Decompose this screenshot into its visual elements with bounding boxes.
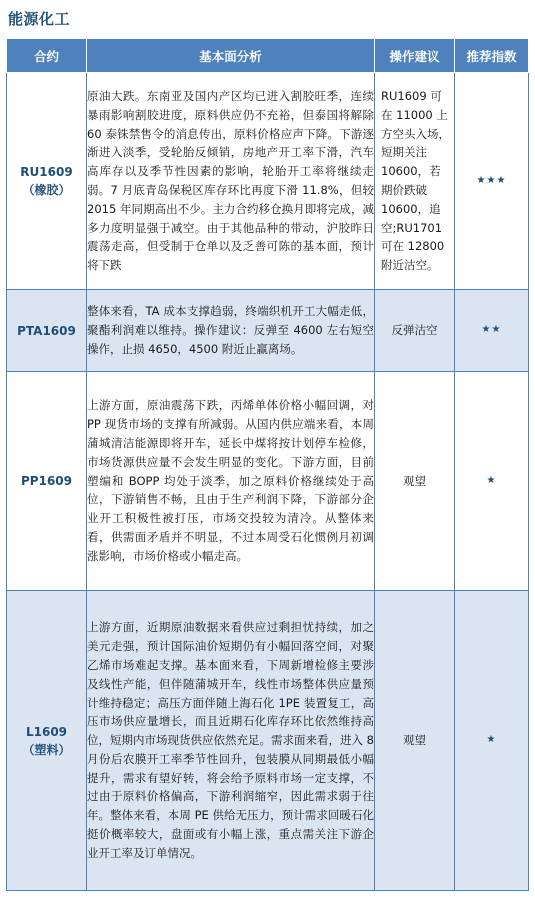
- contract-code: PTA1609: [17, 323, 76, 338]
- advice-cell: 观望: [375, 591, 455, 891]
- table-row: [7, 372, 529, 591]
- header-analysis: 基本面分析: [87, 39, 375, 73]
- advice-cell: RU1609 可在 11000 上方空头入场，短期关注 10600，若期价跌破 10600，追空;RU1701 可在 12800 附近沽空。: [375, 73, 455, 290]
- rating-stars: ★★: [455, 290, 529, 372]
- table-header-row: [7, 39, 529, 73]
- contract-name: （橡胶）: [22, 183, 71, 197]
- contract-cell: [7, 290, 87, 372]
- table-row: [7, 73, 529, 290]
- contract-code: RU1609: [20, 165, 73, 179]
- rating-stars: ★★★: [455, 73, 529, 290]
- contract-cell: [7, 73, 87, 290]
- table-row: [7, 591, 529, 891]
- contract-name: （塑料）: [22, 742, 71, 757]
- analysis-cell: 上游方面，原油震荡下跌，丙烯单体价格小幅回调，对 PP 现货市场的支撑有所减弱。从国内供应端来看，本周蒲城清洁能源即将开车，延长中煤将按计划停车检修，市场货源供应量不会发生明显的变化。下游方面，目前塑编和 BOPP 均处于淡季，加之原料价格继续处于高位，下游销售不畅，且由于生产利润下降，下游部分企业开工积极性被打压，市场交投较为清冷。从整体来看，供需面矛盾并不明显，不过本周受石化惯例月初调涨影响，市场价格或小幅走高。: [87, 372, 375, 591]
- contract-code: L1609: [25, 724, 68, 739]
- rating-stars: ★: [455, 372, 529, 591]
- header-rating: 推荐指数: [455, 39, 529, 73]
- analysis-cell: 原油大跌。东南亚及国内产区均已进入割胶旺季，连续暴雨影响割胶进度，原料供应仍不充裕，但泰国将解除 60 泰铢禁售令的消息传出，原料价格应声下降。下游逐渐进入淡季，受轮胎反倾销，房地产开工率下滑，汽车高库存以及季节性因素的影响，轮胎开工率将继续走弱。7 月底青岛保税区库存环比再度下滑 11.8%，但较 2015 年同期高出不少。主力合约移仓换月即将完成，减多力度明显强于减空。由于其他品种的带动，沪胶昨日震荡走高，但受制于仓单以及乏善可陈的基本面，预计将下跌: [87, 73, 375, 290]
- analysis-cell: 整体来看，TA 成本支撑趋弱，终端织机开工大幅走低，聚酯利润难以维持。操作建议：反弹至 4600 左右短空操作，止损 4650，4500 附近止赢离场。: [87, 290, 375, 372]
- advice-cell: 观望: [375, 372, 455, 591]
- table-row: [7, 290, 529, 372]
- header-advice: 操作建议: [375, 39, 455, 73]
- section-title: 能源化工: [8, 10, 71, 28]
- contract-cell: [7, 591, 87, 891]
- header-contract: 合约: [7, 39, 87, 73]
- contract-code: PP1609: [21, 474, 72, 488]
- advice-cell: 反弹沽空: [375, 290, 455, 372]
- analysis-cell: 上游方面，近期原油数据来看供应过剩担忧持续，加之美元走强，预计国际油价短期仍有小幅回落空间，对聚乙烯市场难起支撑。基本面来看，下周新增检修主要涉及线性产能，但伴随蒲城开车，线性市场整体供应量预计维持稳定；高压方面伴随上海石化 1PE 装置复工，高压市场供应量增长，而且近期石化库存环比依然维持高位，短期内市场现货供应依然充足。需求面来看，进入 8 月份后农膜开工率季节性回升，包装膜从同期最低小幅提升，需求有望好转，将会给予原料市场一定支撑，不过由于原料价格偏高，下游利润缩窄，因此需求弱于往年。整体来看，本周 PE 供给无压力，预计需求回暖石化挺价概率较大，盘面或有小幅上涨，重点需关注下游企业开工率及订单情况。: [87, 591, 375, 891]
- fundamentals-table: [6, 38, 529, 891]
- contract-cell: [7, 372, 87, 591]
- rating-stars: ★: [455, 591, 529, 891]
